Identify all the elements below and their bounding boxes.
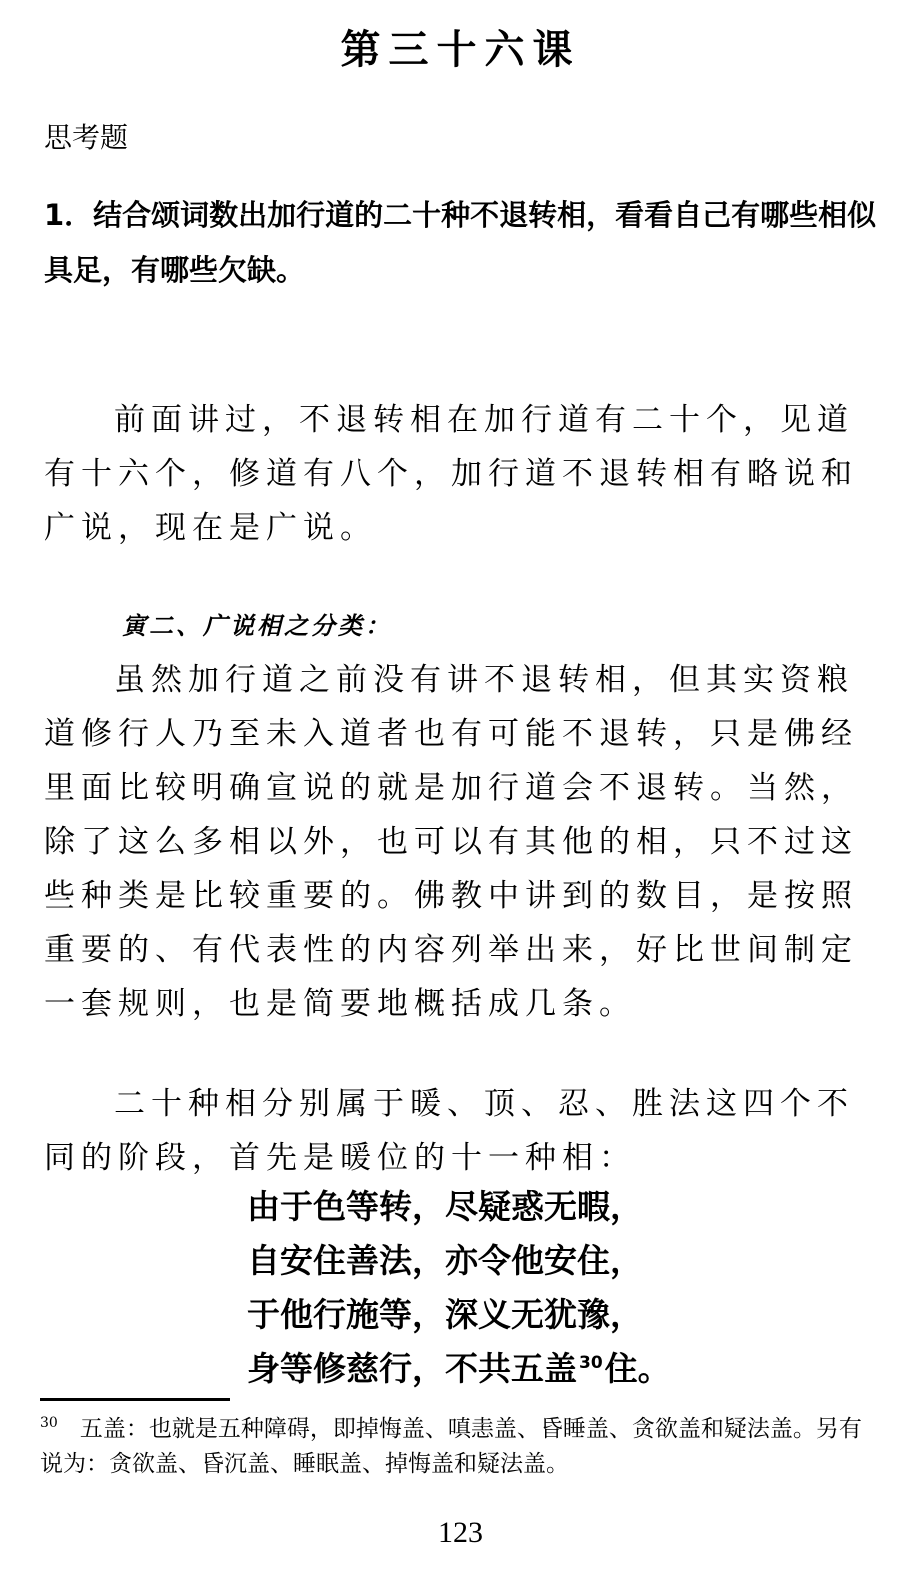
page-number: 123 [438,1516,483,1549]
verse-line: 由于色等转，尽疑惑无暇， [247,1187,643,1226]
question-item: 1．结合颂词数出加行道的二十种不退转相，看看自己有哪些相似具足，有哪些欠缺。 [44,198,877,287]
verse-text: 身等修慈行，不共五盖 [247,1349,577,1388]
lesson-title: 第三十六课 [340,27,581,73]
footnote-number: 30 [40,1415,58,1432]
section-heading: 寅二、广说相之分类： [122,612,392,640]
body-paragraph: 虽然加行道之前没有讲不退转相，但其实资粮道修行人乃至未入道者也有可能不退转，只是佛经里面比较明确宣说的就是加行道会不退转。当然，除了这么多相以外，也可以有其他的相，只不过这些种类是比较重要的。佛教中讲到的数目，是按照重要的、有代表性的内容列举出来，好比世间制定一套规则，也是简要地概括成几条。 [44,662,858,1022]
verse-line: 自安住善法，亦令他安住， [247,1241,643,1280]
questions-heading: 思考题 [44,121,129,154]
verse-block [247,1180,671,1396]
body-paragraph: 前面讲过，不退转相在加行道有二十个，见道有十六个，修道有八个，加行道不退转相有略说和广说，现在是广说。 [44,402,858,546]
footnote-reference[interactable]: 30 [579,1353,603,1373]
body-paragraph: 二十种相分别属于暖、顶、忍、胜法这四个不同的阶段，首先是暖位的十一种相： [44,1086,854,1176]
footnote [40,1412,882,1482]
verse-line [247,1342,671,1396]
verse-line: 于他行施等，深义无犹豫， [247,1295,643,1334]
verse-text: 住。 [604,1349,671,1388]
footnote-divider [40,1398,230,1401]
footnote-text: 五盖：也就是五种障碍，即掉悔盖、嗔恚盖、昏睡盖、贪欲盖和疑法盖。另有说为：贪欲盖、昏沉盖、睡眠盖、掉悔盖和疑法盖。 [40,1416,862,1477]
